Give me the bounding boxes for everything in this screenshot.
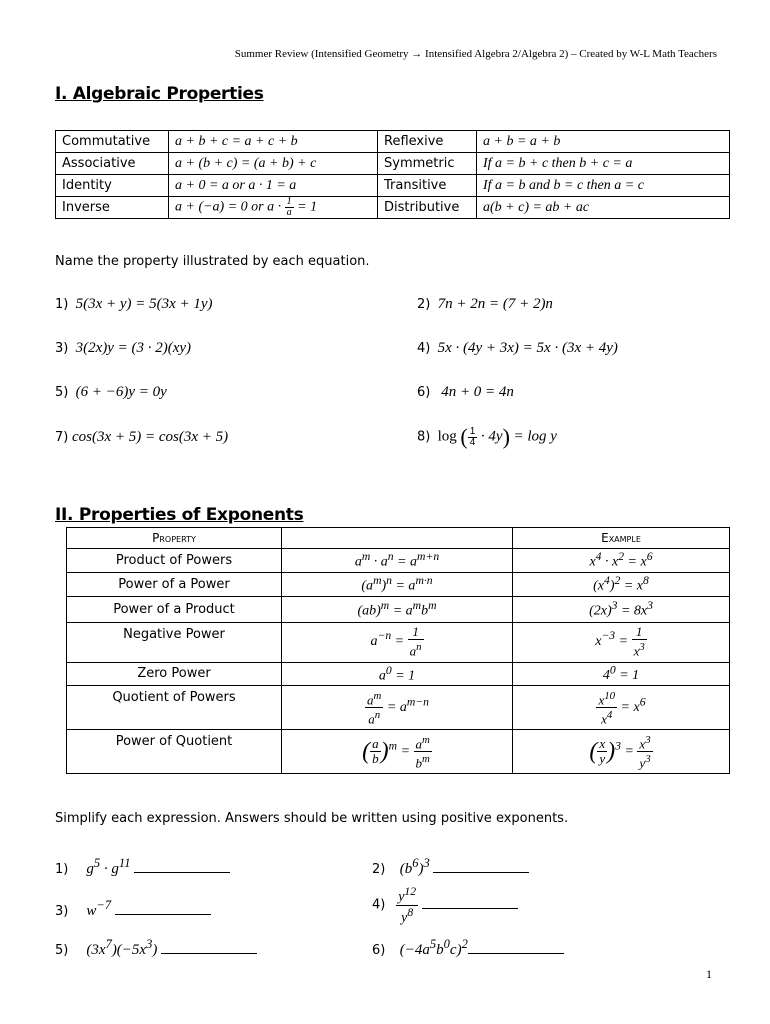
problem-3: 3) 3(2x)y = (3 · 2)(xy) (55, 340, 192, 356)
property-expr: a + b = a + b (477, 131, 730, 153)
table-header-row (67, 528, 730, 549)
table-row (56, 175, 730, 197)
property-name: Power of a Power (67, 572, 282, 596)
property-expr: a(b + c) = ab + ac (477, 197, 730, 219)
answer-blank[interactable] (422, 908, 518, 909)
exponent-properties-table (66, 527, 730, 774)
table-row (56, 131, 730, 153)
example: $\frac{x^{10}}{x^4}$ = $x^6$ (513, 686, 730, 730)
section-2-instruction: Simplify each expression. Answers should be written using positive exponents. (55, 811, 569, 826)
property-name: Reflexive (378, 131, 477, 153)
property-name: Power of Quotient (67, 730, 282, 774)
table-row (56, 197, 730, 219)
problem-7: 7) cos(3x + 5) = cos(3x + 5) (55, 429, 229, 445)
table-row (67, 686, 730, 730)
property-name: Product of Powers (67, 549, 282, 573)
property-name: Inverse (56, 197, 169, 219)
property-name: Associative (56, 153, 169, 175)
property-name: Zero Power (67, 662, 282, 686)
table-row (56, 153, 730, 175)
property-name: Negative Power (67, 622, 282, 662)
property-name: Distributive (378, 197, 477, 219)
table-row (67, 572, 730, 596)
property-expr: a + b + c = a + c + b (169, 131, 378, 153)
table-row (67, 549, 730, 573)
exp-problem-5: 5) $(3x^7)(-5x^3)$ (55, 937, 257, 959)
frac-numerator: 1 (286, 196, 292, 207)
problem-6: 6) 4n + 0 = 4n (417, 384, 514, 400)
property-expr: If a = b and b = c then a = c (477, 175, 730, 197)
inverse-fraction (285, 197, 294, 218)
formula: $\frac{a^m}{a^n}$ = $a^{m-n}$ (282, 686, 513, 730)
formula: $(ab)^m = a^mb^m$ (282, 596, 513, 622)
formula: $a^0 = 1$ (282, 662, 513, 686)
problem-2: 2) 7n + 2n = (7 + 2)n (417, 296, 553, 312)
answer-blank[interactable] (433, 872, 529, 873)
section-2-title: II. Properties of Exponents (55, 505, 304, 525)
example: $x^{-3}$ = $\frac{1}{x^3}$ (513, 622, 730, 662)
page-number: 1 (706, 967, 712, 981)
problem-5: 5) (6 + −6)y = 0y (55, 384, 167, 400)
inverse-expr: a + (−a) = 0 or a · (175, 199, 282, 215)
answer-blank[interactable] (134, 872, 230, 873)
property-name: Transitive (378, 175, 477, 197)
table-row (67, 596, 730, 622)
property-name: Symmetric (378, 153, 477, 175)
problem-8: 8) log ( $\frac{1}{4}$ · 4y) = log y (417, 424, 557, 449)
property-expr (169, 197, 378, 219)
formula: $a^{-n}$ = $\frac{1}{a^n}$ (282, 622, 513, 662)
page-header: Summer Review (Intensified Geometry → Intensified Algebra 2/Algebra 2) – Created by W-L Math Teachers (234, 48, 717, 60)
exp-problem-2: 2) $(b^6)^3$ (372, 856, 529, 878)
col-formula (282, 528, 513, 549)
answer-blank[interactable] (468, 953, 564, 954)
answer-blank[interactable] (161, 953, 257, 954)
example: $4^0 = 1$ (513, 662, 730, 686)
property-name: Commutative (56, 131, 169, 153)
formula: $(a^m)^n = a^{m\cdot n}$ (282, 572, 513, 596)
table-row (67, 730, 730, 774)
answer-blank[interactable] (115, 914, 211, 915)
property-name: Quotient of Powers (67, 686, 282, 730)
exp-problem-4: 4) $\frac{y^{12}}{y^8}$ (372, 885, 518, 925)
section-1-instruction: Name the property illustrated by each equation. (55, 254, 370, 269)
example: ( $\frac{x}{y}$ )$^3$ = $\frac{x^3}{y^3}$ (513, 730, 730, 774)
property-expr: a + 0 = a or a · 1 = a (169, 175, 378, 197)
property-name: Identity (56, 175, 169, 197)
section-1-title: I. Algebraic Properties (55, 84, 264, 104)
property-expr: a + (b + c) = (a + b) + c (169, 153, 378, 175)
example: $x^4 \cdot x^2 = x^6$ (513, 549, 730, 573)
exp-problem-1: 1) $g^5 \cdot g^{11}$ (55, 856, 230, 878)
frac-denominator: a (286, 207, 292, 218)
formula: $a^m \cdot a^n = a^{m+n}$ (282, 549, 513, 573)
col-property: Property (67, 528, 282, 549)
inverse-tail: = 1 (297, 199, 318, 215)
algebraic-properties-table (55, 130, 730, 219)
exp-problem-6: 6) $(-4a^5b^0c)^2$ (372, 937, 564, 959)
col-example: Example (513, 528, 730, 549)
exp-problem-3: 3) $w^{-7}$ (55, 898, 211, 920)
formula: ( $\frac{a}{b}$ )$^m$ = $\frac{a^m}{b^m}$ (282, 730, 513, 774)
problem-1: 1) 5(3x + y) = 5(3x + 1y) (55, 296, 213, 312)
example: $(2x)^3 = 8x^3$ (513, 596, 730, 622)
problem-4: 4) 5x · (4y + 3x) = 5x · (3x + 4y) (417, 340, 618, 356)
table-row (67, 662, 730, 686)
property-name: Power of a Product (67, 596, 282, 622)
property-expr: If a = b + c then b + c = a (477, 153, 730, 175)
example: $(x^4)^2 = x^8$ (513, 572, 730, 596)
table-row (67, 622, 730, 662)
